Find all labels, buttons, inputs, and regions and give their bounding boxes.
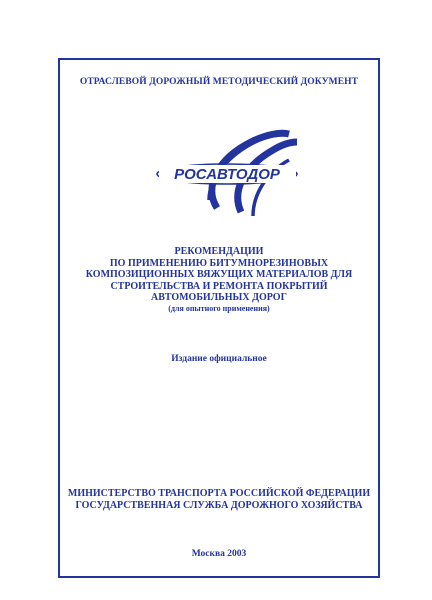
ministry-block	[60, 488, 378, 512]
city-year: Москва 2003	[191, 549, 247, 559]
rosavtodor-logo-icon	[155, 128, 300, 216]
ministry-line: МИНИСТЕРСТВО ТРАНСПОРТА РОССИЙСКОЙ ФЕДЕРАЦИИ	[67, 488, 371, 499]
title-line: АВТОМОБИЛЬНЫХ ДОРОГ	[151, 292, 287, 304]
title-line: ПО ПРИМЕНЕНИЮ БИТУМНОРЕЗИНОВЫХ	[109, 257, 329, 269]
logo-text: РОСАВТОДОР	[174, 166, 280, 183]
document-type-header: ОТРАСЛЕВОЙ ДОРОЖНЫЙ МЕТОДИЧЕСКИЙ ДОКУМЕНТ	[79, 77, 359, 87]
title-line: СТРОИТЕЛЬСТВА И РЕМОНТА ПОКРЫТИЙ	[110, 280, 328, 292]
title-line: КОМПОЗИЦИОННЫХ ВЯЖУЩИХ МАТЕРИАЛОВ ДЛЯ	[85, 269, 353, 281]
ministry-line: ГОСУДАРСТВЕННАЯ СЛУЖБА ДОРОЖНОГО ХОЗЯЙСТВА	[75, 500, 363, 511]
edition-label: Издание официальное	[171, 354, 267, 364]
document-subtitle: (для опытного применения)	[168, 303, 270, 313]
title-line: РЕКОМЕНДАЦИИ	[174, 246, 264, 257]
document-title	[60, 246, 378, 314]
